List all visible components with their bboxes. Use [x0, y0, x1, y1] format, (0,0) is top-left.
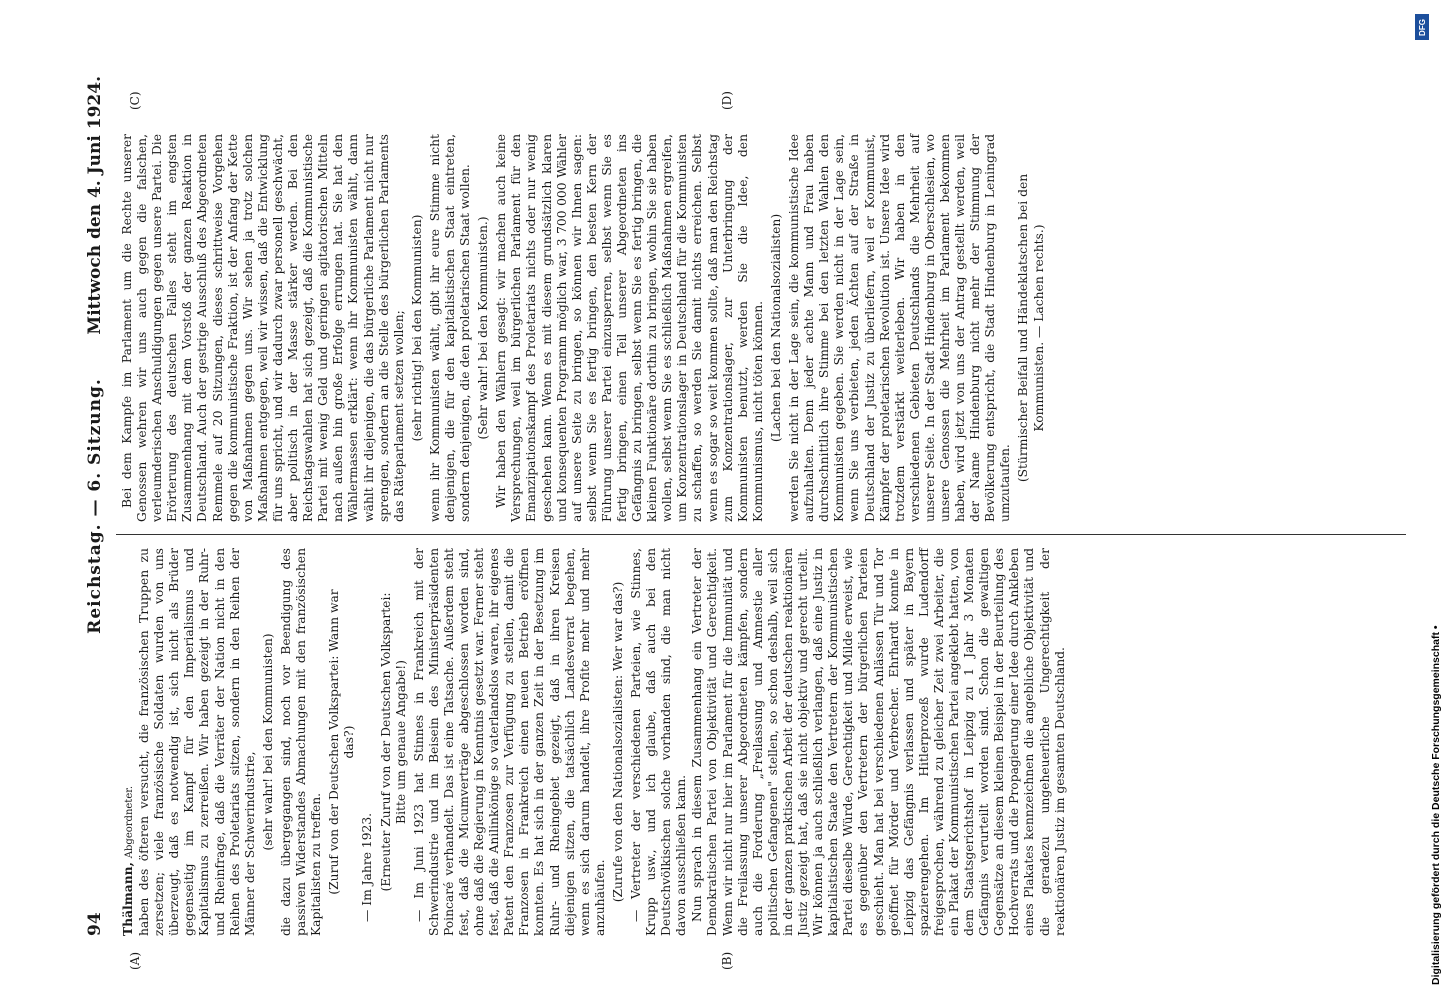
interjection: (Zurufe von den Nationalsozialisten: Wer war das?)	[610, 581, 625, 903]
left-paragraph-5: — Vertreter der verschiedenen Parteien, wie Stinnes, Krupp usw., und ich glaube, daß auch bei den Deutschvölkischen solche vorhanden sind, die man nicht davon ausschließen kann.	[629, 548, 689, 936]
page-number: 94	[85, 912, 105, 936]
left-paragraph-2: die dazu übergegangen sind, noch vor Beendigung des passiven Widerstandes Abmachungen mit den französischen Kapitalisten zu treffen.	[278, 548, 324, 936]
left-paragraph-1	[120, 548, 258, 936]
margin-letter-b: (B)	[720, 951, 734, 970]
header-date: Mittwoch den 4. Juni 1924.	[85, 76, 105, 335]
speaker-name: Thälmann,	[120, 862, 135, 936]
interjection: (sehr richtig! bei den Kommunisten)	[409, 214, 424, 442]
interjection: (Stürmischer Beifall und Händeklatschen bei den Kommunisten. — Lachen rechts.)	[1016, 173, 1046, 483]
margin-letter-a: (A)	[128, 951, 142, 970]
left-paragraph-3: — Im Jahre 1923.	[360, 812, 375, 922]
page-header	[80, 76, 110, 936]
column-divider	[116, 534, 1406, 535]
left-column	[120, 548, 1400, 936]
margin-letter-c: (C)	[128, 91, 142, 110]
right-paragraph-4: werden Sie nicht in der Lage sein, die kommunistische Idee aufzuhalten. Denn jeder achte Mann und Frau haben durchschnittlich ihre Stimme bei den letzten Wahlen den Kommunisten gegeben. Sie werden nicht in der Lage sein, wenn Sie uns verbieten, jeden Ächten auf der Straße in Deutschland der Justiz zu überliefern, weil er Kommunist, Kämpfer der proletarischen Revolution ist. Unsere Idee wird trotzdem verstärkt weiterleben. Wir haben in den verschiedenen Gebieten Deutschlands die Mehrheit auf unserer Seite. In der Stadt Hindenburg in Oberschlesien, wo unsere Genossen die Mehrheit im Parlament bekommen haben, wird jetzt von uns der Antrag gestellt werden, weil der Name Hindenburg nicht mehr der Stimmung der Bevölkerung entspricht, die Stadt Hindenburg in Leningrad umzutaufen.	[787, 134, 1013, 522]
left-paragraph-6: Nun sprach in diesem Zusammenhang ein Vertreter der Demokratischen Partei von Objektivität und Gerechtigkeit. Wenn wir nicht nur hier im Parlament für die Immunität und die Freilassung unserer Abgeordneten kämpfen, sondern auch die Forderung „Freilassung und Amnestie aller politischen Gefangenen" stellen, so schon deshalb, weil sich in der ganzen praktischen Arbeit der deutschen reaktionären Justiz gezeigt hat, daß sie nicht objektiv und gerecht urteilt. Wir können ja auch schließlich verlangen, daß eine Justiz in kapitalistischen Staate den Vertretern der Kommunistischen Partei dieselbe Würde, Gerechtigkeit und Milde erweist, wie es gegenüber den Vertretern der bürgerlichen Parteien geschieht. Man hat bei verschiedenen Anlässen Tür und Tor geöffnet für Mörder und Verbrecher. Ehrhardt konnte in Leipzig das Gefängnis verlassen und später in Bayern spazierengehen. Im Hitlerprozeß wurde Ludendorff freigesprochen, während zu gleicher Zeit zwei Arbeiter, die ein Plakat der Kommunistischen Partei angeklebt hatten, von dem Staatsgerichtshof in Leipzig zu 1 Jahr 3 Monaten Gefängnis verurteilt worden sind. Schon die gewaltigen Gegensätze an diesem kleinen Beispiel in der Beurteilung des Hochverrats und die Propagierung einer Idee durch Ankleben eines Plakates kennzeichnen die angebliche Objektivität und die geradezu ungeheuerliche Ungerechtigkeit der reaktionären Justiz im gesamten Deutschland.	[690, 548, 1067, 936]
left-text-1: haben des öfteren versucht, die französischen Truppen zu zersetzen; viele französische Soldaten wurden von uns überzeugt, daß es notwendig ist, sich nicht als Brüder gegenseitig im Kampf für den Imperialismus und Kapitalismus zu zerreißen. Wir haben gezeigt in der Ruhr- und Rheinfrage, daß die Verräter der Nation nicht in den Reihen des Proletariats sitzen, sondern in den Reihen der Männer der Schwerindustrie,	[137, 548, 257, 936]
header-title: Reichstag. — 6. Sitzung.	[85, 378, 105, 634]
interjection: (Erneuter Zuruf von der Deutschen Volkspartei: Bitte um genaue Angabe!)	[378, 592, 408, 892]
margin-letter-d: (D)	[720, 91, 734, 110]
right-paragraph-1: Bei dem Kampfe im Parlament um die Rechte unserer Genossen wehren wir uns auch gegen die falschen, verleumderischen Anschuldigungen gegen unsere Partei. Die Erörterung des deutschen Falles steht im engsten Zusammenhang mit dem Vorstoß der ganzen Reaktion in Deutschland. Auch der gestrige Ausschluß des Abgeordneten Remmele auf 20 Sitzungen, dieses schrittweise Vorgehen gegen die kommunistische Fraktion, ist der Anfang der Kette von Maßnahmen gegen uns. Wir sehen ja trotz solchen Maßnahmen entgegen, weil wir wissen, daß die Entwicklung für uns spricht, und wir dadurch zwar personell geschwächt, aber politisch in der Masse stärker werden. Bei den Reichstagswahlen hat sich gezeigt, daß die Kommunistische Partei mit wenig Geld und geringen agitatorischen Mitteln nach außen hin große Erfolge errungen hat. Sie hat den Wählermassen erklärt: wenn ihr Kommunisten wählt, dann wählt ihr diejenigen, die das bürgerliche Parlament nicht nur sprengen, sondern an die Stelle des bürgerlichen Parlaments das Räteparlament setzen wollen;	[120, 134, 406, 522]
dfg-sidebar	[1412, 10, 1442, 1000]
dfg-logo: DFG	[1415, 14, 1429, 40]
interjection: (sehr wahr! bei den Kommunisten)	[260, 633, 275, 851]
interjection: (Zuruf von der Deutschen Volkspartei: Wann war das?)	[327, 589, 357, 895]
right-column	[120, 134, 1400, 522]
right-paragraph-3: Wir haben den Wählern gesagt: wir machen auch keine Versprechungen, weil im bürgerlichen Parlament für den Emanzipationskampf des Proletariats nichts oder nur wenig geschehen kann. Wenn es mit diesem grundsätzlich klaren und konsequenten Programm möglich war, 3 700 000 Wähler auf unsere Seite zu bringen, so können wir Ihnen sagen: selbst wenn Sie es fertig bringen, den besten Kern der Führung unserer Partei einzusperren, selbst wenn Sie es fertig bringen, einen Teil unserer Abgeordneten ins Gefängnis zu bringen, selbst wenn Sie es fertig bringen, die kleinen Funktionäre dorthin zu bringen, wohin Sie sie haben wollen, selbst wenn Sie es schließlich Maßnahmen ergreifen, um Konzentrationslager in Deutschland für die Kommunisten zu schaffen, so werden Sie damit nichts erreichen. Selbst wenn es sogar so weit kommen sollte, daß man den Reichstag zum Konzentrationslager, zur Unterbringung der Kommunisten benutzt, werden Sie die Idee, den Kommunismus, nicht töten können.	[494, 134, 765, 522]
speaker-role: Abgeordneter.	[124, 785, 135, 859]
interjection: (Sehr wahr! bei den Kommunisten.)	[476, 216, 491, 440]
dfg-caption: Digitalisierung gefördert durch die Deutsche Forschungsgemeinschaft •	[1430, 625, 1442, 985]
rotated-page	[80, 76, 1420, 970]
right-paragraph-2: wenn ihr Kommunisten wählt, gibt ihr eure Stimme nicht denjenigen, die für den kapitalistischen Staat eintreten, sondern denjenigen, die den proletarischen Staat wollen.	[427, 134, 473, 522]
interjection: (Lachen bei den Nationalsozialisten)	[768, 213, 783, 443]
left-paragraph-4: — Im Juni 1923 hat Stinnes in Frankreich mit der Schwerindustrie und im Beisein des Ministerpräsidenten Poincaré verhandelt. Das ist eine Tatsache. Außerdem steht fest, daß die Micumverträge abgeschlossen worden sind, ohne daß die Regierung in Kenntnis gesetzt war. Ferner steht fest, daß die Anilinkönige so vaterlandslos waren, ihr eigenes Patent den Franzosen zur Verfügung zu stellen, damit die Franzosen in Frankreich einen neuen Betrieb eröffnen konnten. Es hat sich in der ganzen Zeit in der Besetzung im Ruhr- und Rheingebiet gezeigt, daß in ihren Kreisen diejenigen sitzen, die tatsächlich Landesverrat begehen, wenn es sich darum handelt, ihre Profite mehr und mehr anzuhäufen.	[411, 548, 607, 936]
